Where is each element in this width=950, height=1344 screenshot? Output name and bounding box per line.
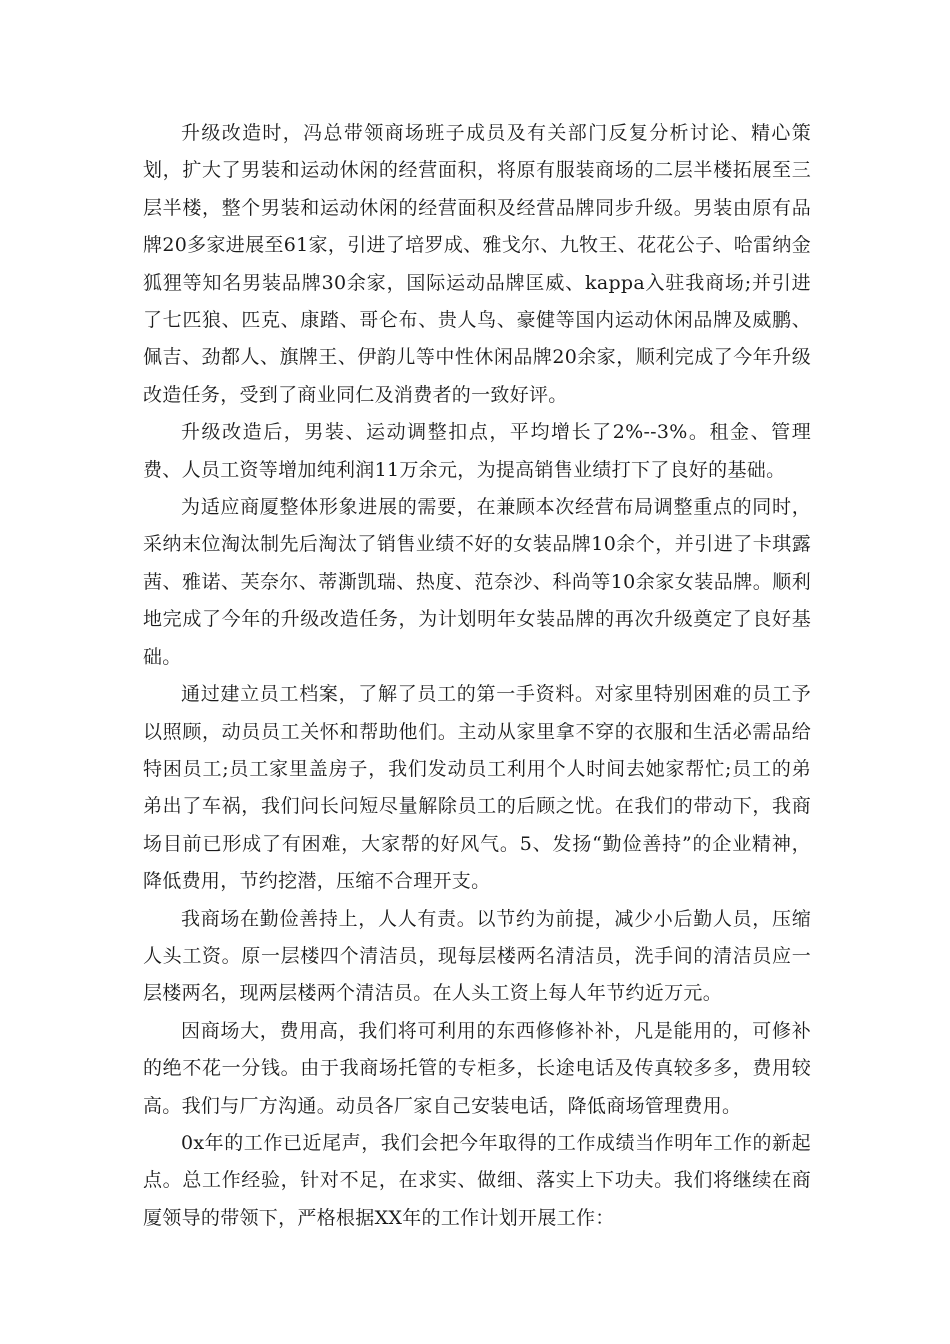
paragraph-employee-care: 通过建立员工档案，了解了员工的第一手资料。对家里特别困难的员工予以照顾，动员员工关怀和帮助他们。主动从家里拿不穿的衣服和生活必需品给特困员工;员工家里盖房子，我们发动员工利用个人时间去她家帮忙;员工的弟弟出了车祸，我们问长问短尽量解除员工的后顾之忧。在我们的带动下，我商场目前已形成了有困难，大家帮的好风气。5、发扬“勤俭善持”的企业精神，降低费用，节约挖潜，压缩不合理开支。: [143, 683, 811, 893]
paragraph-upgrade-menswear: 升级改造时，冯总带领商场班子成员及有关部门反复分析讨论、精心策划，扩大了男装和运动休闲的经营面积，将原有服装商场的二层半楼拓展至三层半楼，整个男装和运动休闲的经营面积及经营品牌同步升级。男装由原有品牌20多家进展至61家，引进了培罗成、雅戈尔、九牧王、花花公子、哈雷纳金狐狸等知名男装品牌30余家，国际运动品牌匡威、kappa入驻我商场;并引进了七匹狼、匹克、康踏、哥仑布、贵人鸟、豪健等国内运动休闲品牌及威鹏、佩吉、劲都人、旗牌王、伊韵儿等中性休闲品牌20余家，顺利完成了今年升级改造任务，受到了商业同仁及消费者的一致好评。: [143, 122, 811, 406]
paragraph-womenswear-adjustment: 为适应商厦整体形象进展的需要，在兼顾本次经营布局调整重点的同时，采纳末位淘汰制先后淘汰了销售业绩不好的女装品牌10余个，并引进了卡琪露茜、雅诺、芙奈尔、蒂澌凯瑞、热度、范奈沙、科尚等10余家女装品牌。顺利地完成了今年的升级改造任务，为计划明年女装品牌的再次升级奠定了良好基础。: [143, 496, 811, 668]
paragraph-cost-saving-staff: 我商场在勤俭善持上，人人有责。以节约为前提，减少小后勤人员，压缩人头工资。原一层楼四个清洁员，现每层楼两名清洁员，洗手间的清洁员应一层楼两名，现两层楼两个清洁员。在人头工资上每人年节约近万元。: [143, 907, 811, 1005]
paragraph-year-end-outlook: 0x年的工作已近尾声，我们会把今年取得的工作成绩当作明年工作的新起点。总工作经验，针对不足，在求实、做细、落实上下功夫。我们将继续在商厦领导的带领下，严格根据XX年的工作计划开展工作：: [143, 1131, 811, 1229]
document-body: [143, 115, 811, 1237]
paragraph-cost-saving-repairs: 因商场大，费用高，我们将可利用的东西修修补补，凡是能用的，可修补的绝不花一分钱。由于我商场托管的专柜多，长途电话及传真较多多，费用较高。我们与厂方沟通。动员各厂家自己安装电话，降低商场管理费用。: [143, 1019, 811, 1117]
paragraph-upgrade-results: 升级改造后，男装、运动调整扣点，平均增长了2%--3%。租金、管理费、人员工资等增加纯利润11万余元，为提高销售业绩打下了良好的基础。: [143, 421, 811, 481]
